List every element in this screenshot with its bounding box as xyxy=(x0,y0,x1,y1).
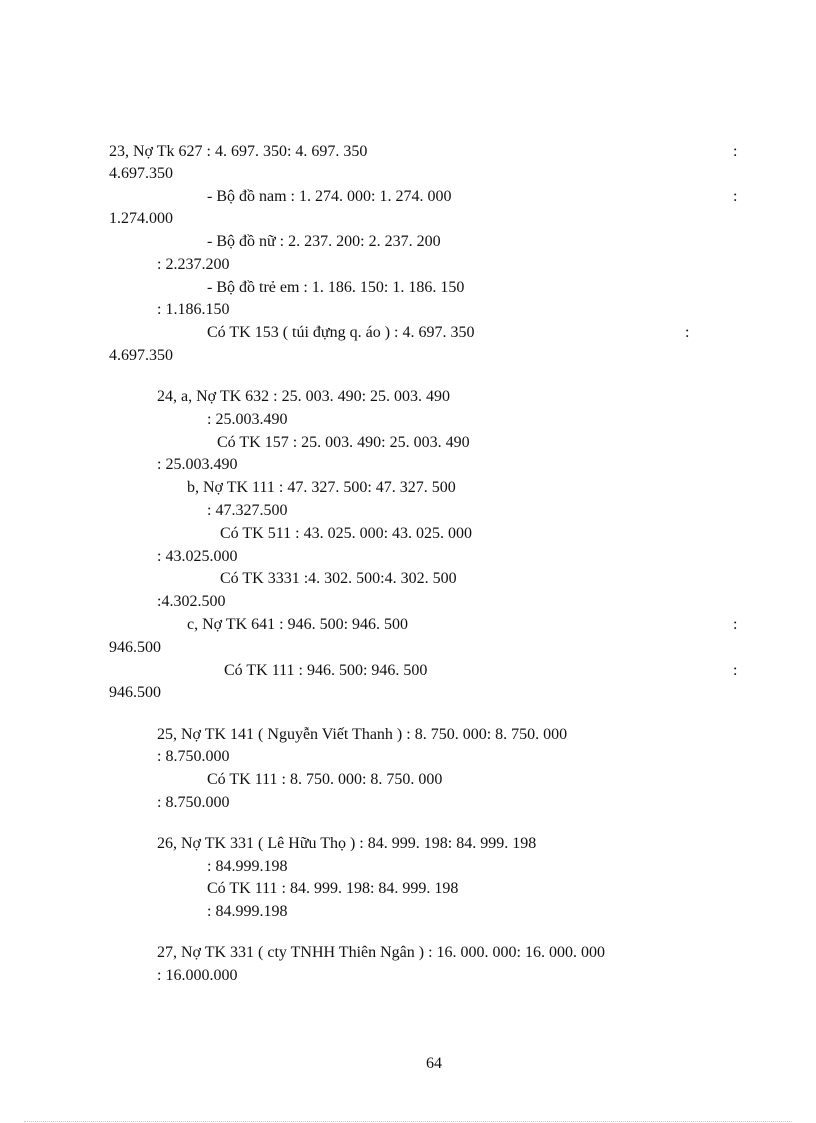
entry-25-debit-line: 25, Nợ TK 141 ( Nguyễn Viết Thanh ) : 8. 750. 000: 8. 750. 000 xyxy=(157,726,568,743)
entry-23-credit-line: Có TK 153 ( túi đựng q. áo ) : 4. 697. 350 xyxy=(207,324,475,341)
entry-24c-debit-colon: : xyxy=(733,616,738,633)
entry-24b-credit-511-line: Có TK 511 : 43. 025. 000: 43. 025. 000 xyxy=(220,525,473,542)
entry-25-credit-amount: : 8.750.000 xyxy=(157,794,230,811)
entry-24b-credit-3331-line: Có TK 3331 :4. 302. 500:4. 302. 500 xyxy=(220,570,457,587)
entry-24a-credit-line: Có TK 157 : 25. 003. 490: 25. 003. 490 xyxy=(217,434,470,451)
entry-23-kids-set-amount: : 1.186.150 xyxy=(157,301,230,318)
entry-23-women-set-amount: : 2.237.200 xyxy=(157,256,230,273)
entry-23-men-set-colon: : xyxy=(733,188,738,205)
entry-23-debit-line: 23, Nợ Tk 627 : 4. 697. 350: 4. 697. 350 xyxy=(109,143,368,160)
entry-24c-debit-amount: 946.500 xyxy=(109,639,161,656)
entry-24c-credit-amount: 946.500 xyxy=(109,684,161,701)
page-bottom-divider xyxy=(24,1121,792,1122)
entry-24b-credit-3331-amount: :4.302.500 xyxy=(157,593,226,610)
entry-26-debit-amount: : 84.999.198 xyxy=(207,858,288,875)
entry-24b-credit-511-amount: : 43.025.000 xyxy=(157,548,238,565)
entry-25-debit-amount: : 8.750.000 xyxy=(157,748,230,765)
page-number: 64 xyxy=(426,1055,442,1072)
entry-26-debit-line: 26, Nợ TK 331 ( Lê Hữu Thọ ) : 84. 999. 198: 84. 999. 198 xyxy=(157,835,537,852)
entry-24b-debit-line: b, Nợ TK 111 : 47. 327. 500: 47. 327. 500 xyxy=(187,479,456,496)
entry-23-credit-amount: 4.697.350 xyxy=(109,347,173,364)
entry-25-credit-line: Có TK 111 : 8. 750. 000: 8. 750. 000 xyxy=(207,771,443,788)
entry-24a-debit-amount: : 25.003.490 xyxy=(207,411,288,428)
entry-23-kids-set-line: - Bộ đồ trẻ em : 1. 186. 150: 1. 186. 150 xyxy=(207,279,465,296)
entry-24b-debit-amount: : 47.327.500 xyxy=(207,502,288,519)
entry-23-men-set-line: - Bộ đồ nam : 1. 274. 000: 1. 274. 000 xyxy=(207,188,452,205)
entry-26-credit-amount: : 84.999.198 xyxy=(207,903,288,920)
entry-24c-debit-line: c, Nợ TK 641 : 946. 500: 946. 500 xyxy=(187,616,409,633)
entry-23-debit-amount: 4.697.350 xyxy=(109,165,173,182)
entry-26-credit-line: Có TK 111 : 84. 999. 198: 84. 999. 198 xyxy=(207,880,459,897)
entry-24c-credit-colon: : xyxy=(733,662,738,679)
entry-23-men-set-amount: 1.274.000 xyxy=(109,210,173,227)
entry-23-women-set-line: - Bộ đồ nữ : 2. 237. 200: 2. 237. 200 xyxy=(207,233,441,250)
entry-23-debit-colon: : xyxy=(733,143,738,160)
entry-27-debit-line: 27, Nợ TK 331 ( cty TNHH Thiên Ngân ) : 16. 000. 000: 16. 000. 000 xyxy=(157,944,605,961)
entry-24c-credit-line: Có TK 111 : 946. 500: 946. 500 xyxy=(224,662,428,679)
entry-24a-credit-amount: : 25.003.490 xyxy=(157,456,238,473)
entry-24a-debit-line: 24, a, Nợ TK 632 : 25. 003. 490: 25. 003. 490 xyxy=(157,388,451,405)
entry-23-credit-colon: : xyxy=(685,324,690,341)
entry-27-debit-amount: : 16.000.000 xyxy=(157,967,238,984)
